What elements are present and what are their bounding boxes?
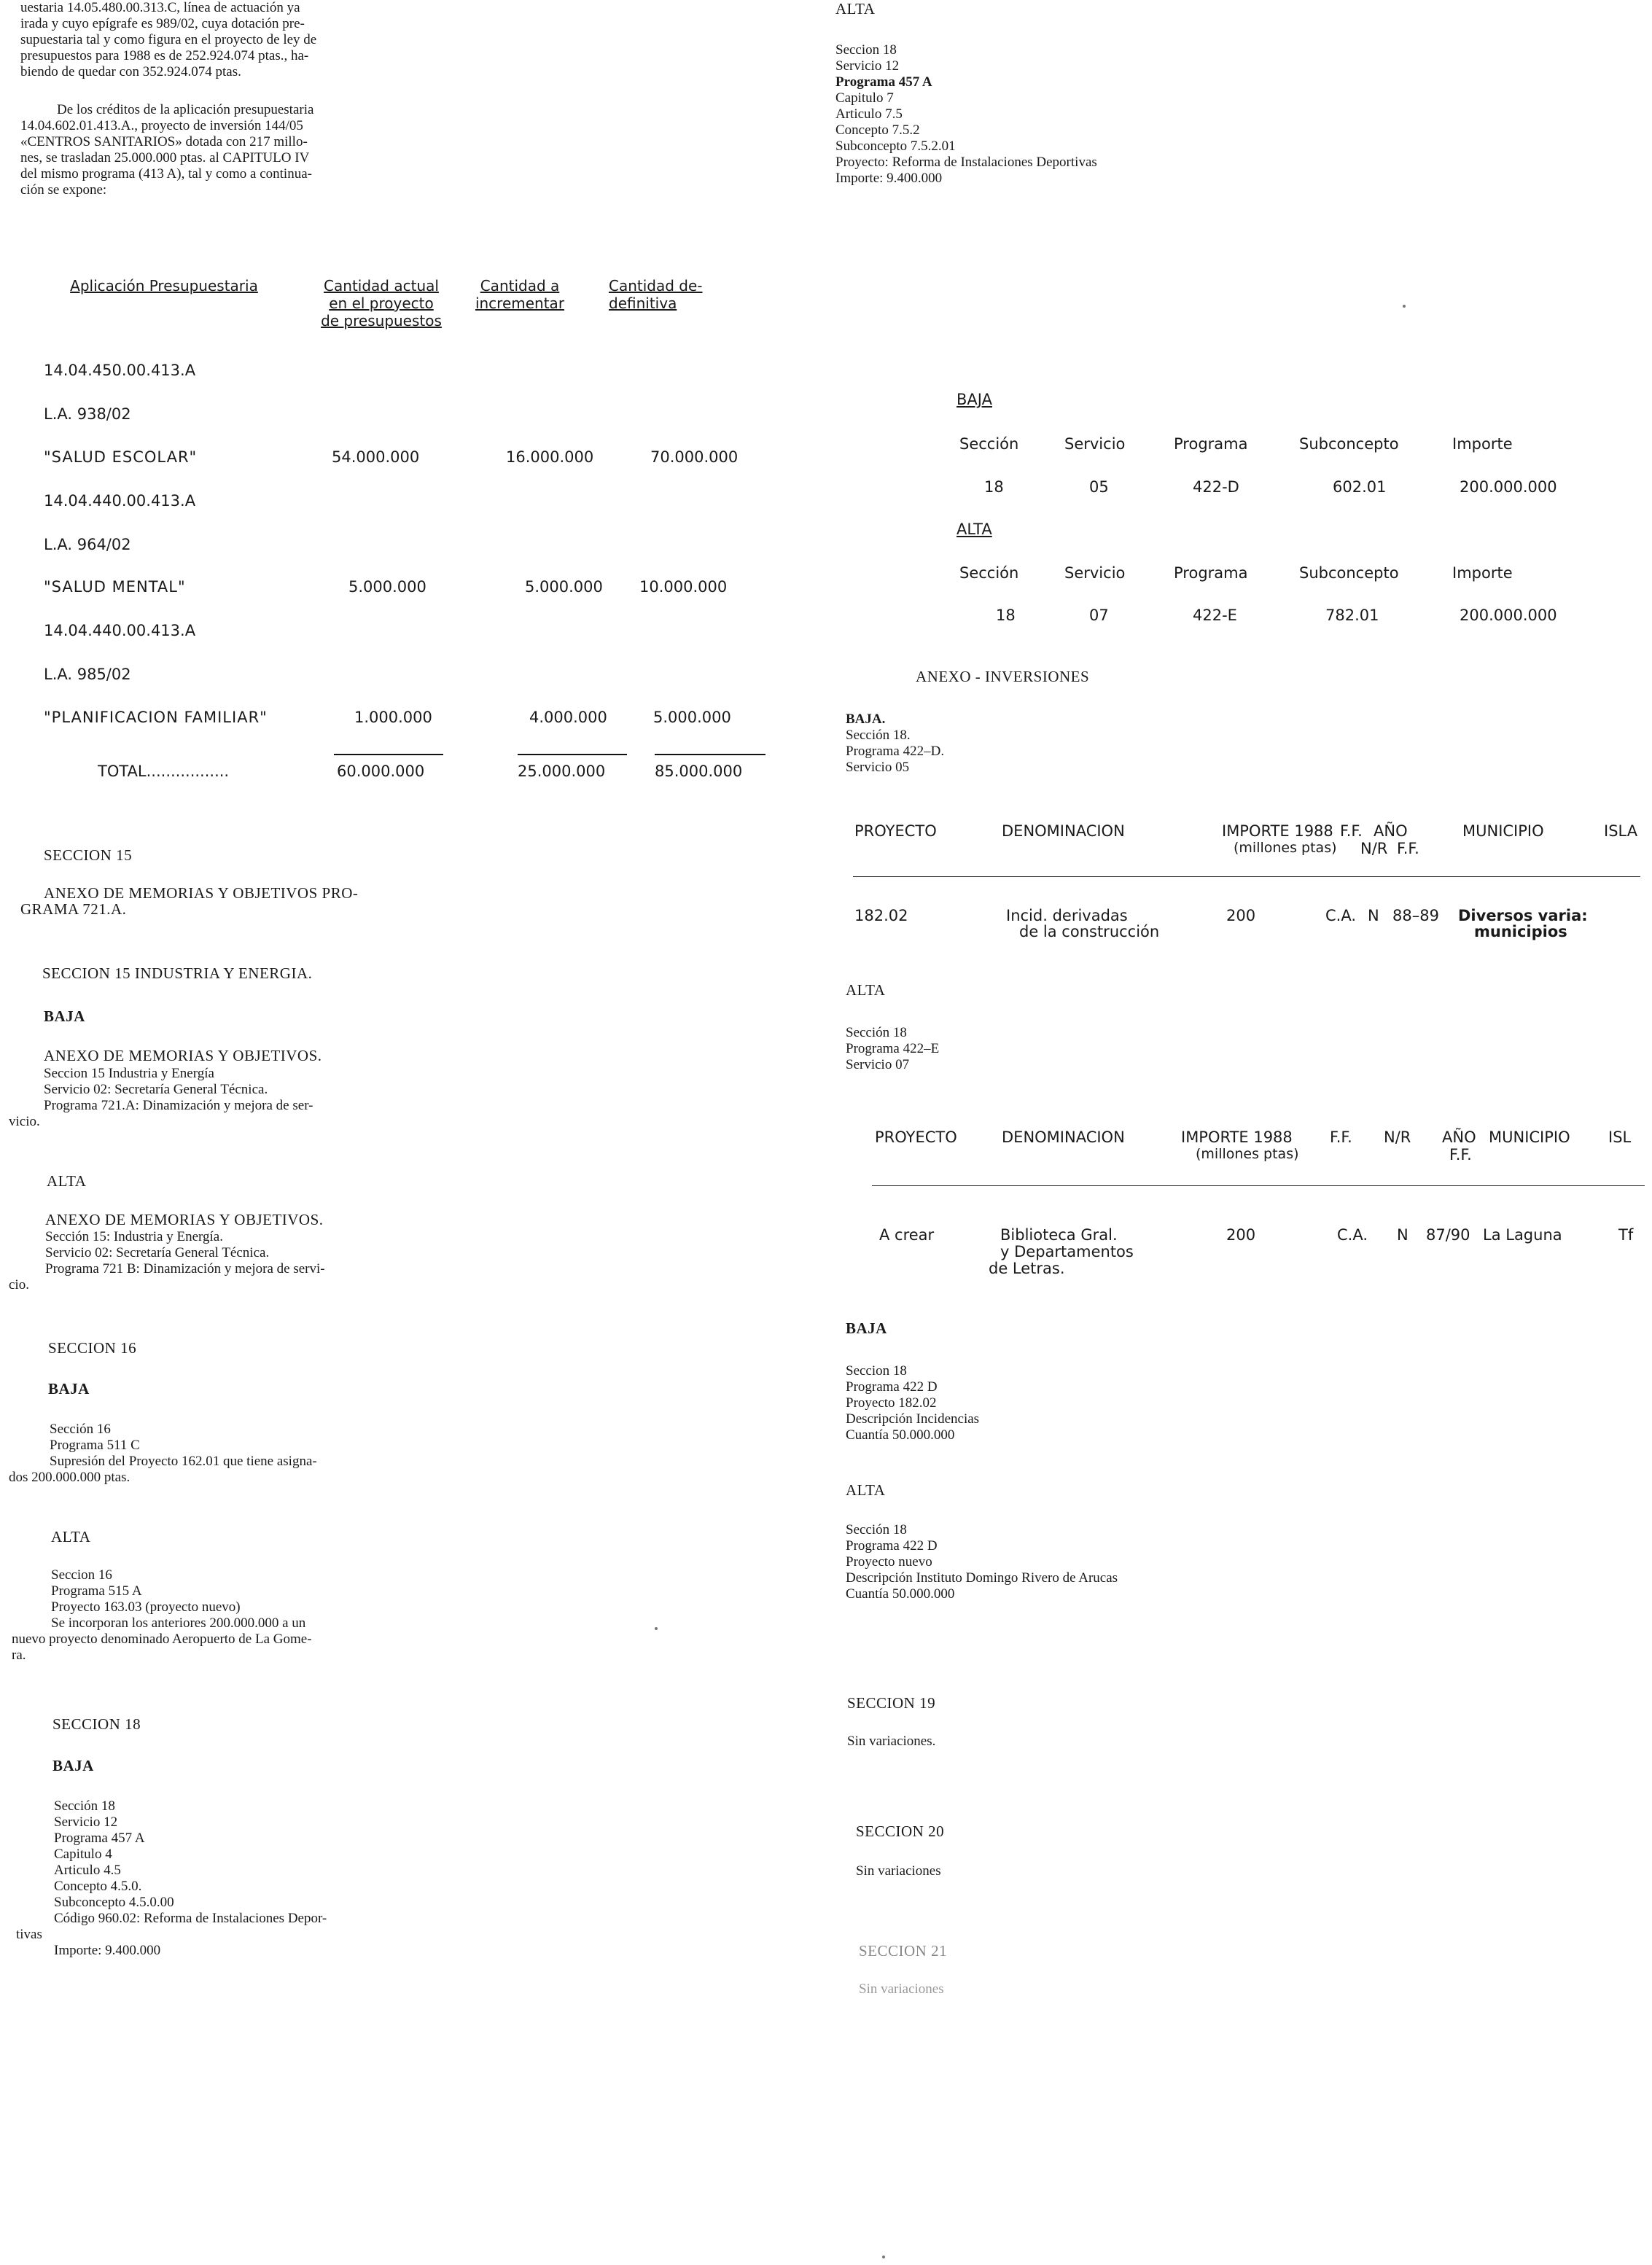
table-cell: 16.000.000 [506, 448, 594, 466]
table-cell: 5.000.000 [348, 578, 426, 596]
anexo-inversiones-title: ANEXO - INVERSIONES [916, 668, 1090, 685]
t3-header: PROYECTO [854, 822, 937, 840]
table-row-label: "PLANIFICACION FAMILIAR" [44, 709, 268, 726]
t3-header: MUNICIPIO [1462, 822, 1544, 840]
table-row-label: 14.04.440.00.413.A [44, 492, 196, 510]
table-header-aplicacion: Aplicación Presupuestaria [70, 277, 258, 295]
t2-header: Servicio [1064, 435, 1126, 453]
baja-label: BAJA [48, 1380, 90, 1397]
t2-cell: 602.01 [1333, 478, 1387, 496]
t3-cell: 200 [1226, 907, 1256, 924]
intro-paragraph-1: uestaria 14.05.480.00.313.C, línea de actuación ya irada y cuyo epígrafe es 989/02, cuya dotación pre- supuestaria tal y como figura en el proyecto de ley de presupuestos para 1988 es de 252.924.074 ptas., ha- biendo de quedar con 352.924.074 ptas. [20, 0, 317, 79]
t3-cell: 88–89 [1392, 907, 1439, 924]
t2-cell: 18 [996, 607, 1016, 624]
intro-paragraph-2: De los créditos de la aplicación presupuestaria 14.04.602.01.413.A., proyecto de inversión 144/05 «CENTROS SANITARIOS» dotada con 217 millo- nes, se trasladan 25.000.000 ptas. al CAPITULO IV del mismo programa (413 A), tal y como a continua- ción se expone: [20, 102, 314, 198]
table-rule [853, 876, 1640, 877]
t4-cell: La Laguna [1483, 1226, 1562, 1244]
t2-cell: 422-D [1193, 478, 1239, 496]
seccion-15-industria: SECCION 15 INDUSTRIA Y ENERGIA. [42, 964, 313, 982]
baja-label: BAJA [956, 391, 992, 408]
table-cell: 4.000.000 [529, 709, 607, 726]
table-cell: 70.000.000 [650, 448, 739, 466]
table-row-label: L.A. 964/02 [44, 536, 131, 553]
t3-header: F.F. [1397, 840, 1419, 857]
seccion-16-alta-lines: Seccion 16 Programa 515 A Proyecto 163.03 (proyecto nuevo) Se incorporan los anteriores 200.000.000 a un nuevo proyecto denominado Aeropuerto de La Gome- ra. [12, 1567, 312, 1663]
t4-cell: C.A. [1337, 1226, 1368, 1244]
seccion-20-text: Sin variaciones [856, 1863, 941, 1879]
t2-cell: 422-E [1193, 607, 1237, 624]
table-row-label: 14.04.440.00.413.A [44, 622, 196, 639]
t2-header: Programa [1174, 435, 1248, 453]
alta-label: ALTA [835, 0, 876, 17]
t2-cell: 05 [1089, 478, 1109, 496]
table-row-label: "SALUD MENTAL" [44, 578, 186, 596]
t4-header: F.F. [1449, 1146, 1472, 1163]
seccion-15-anexo: ANEXO DE MEMORIAS Y OBJETIVOS PRO- GRAMA 721.A. [20, 884, 359, 918]
t2-header: Subconcepto [1299, 435, 1399, 453]
seccion-21-text: Sin variaciones [859, 1981, 944, 1997]
table-rule [872, 1185, 1645, 1186]
t2-header: Programa [1174, 564, 1248, 582]
t4-cell: 200 [1226, 1226, 1256, 1244]
speck [1403, 305, 1406, 308]
table-header-cantidad-incrementar: Cantidad a incrementar [475, 277, 565, 312]
alta-label: ALTA [846, 1481, 886, 1499]
t4-cell: Tf [1618, 1226, 1634, 1244]
total-cell: 85.000.000 [655, 763, 743, 780]
t2-header: Subconcepto [1299, 564, 1399, 582]
t3-cell: Incid. derivadas [1006, 907, 1128, 924]
t4-header: N/R [1384, 1128, 1411, 1146]
alta-inversiones-lines: Sección 18 Programa 422–E Servicio 07 [846, 1025, 940, 1072]
baja-label: BAJA [846, 1319, 887, 1337]
baja-inversiones-lines: BAJA. Sección 18. Programa 422–D. Servicio 05 [846, 712, 945, 775]
total-rule [518, 754, 627, 755]
t3-header: IMPORTE 1988 [1222, 822, 1333, 840]
t3-cell: N [1368, 907, 1379, 924]
t4-cell: 87/90 [1426, 1226, 1470, 1244]
table-row-label: 14.04.450.00.413.A [44, 362, 196, 379]
table-cell: 10.000.000 [639, 578, 728, 596]
table-header-cantidad-actual: Cantidad actual en el proyecto de presupuestos [321, 277, 442, 330]
seccion-18-title: SECCION 18 [52, 1715, 141, 1733]
t3-header: N/R [1360, 840, 1388, 857]
alta-top-lines: Seccion 18 Servicio 12 Programa 457 A Capitulo 7 Articulo 7.5 Concepto 7.5.2 Subconcepto 7.5.2.01 Proyecto: Reforma de Instalaciones Deportivas Importe: 9.400.000 [835, 42, 1097, 186]
t3-header: (millones ptas) [1234, 840, 1337, 856]
seccion-16-baja-lines: Sección 16 Programa 511 C Supresión del Proyecto 162.01 que tiene asigna- dos 200.000.000 ptas. [9, 1422, 317, 1485]
total-rule [334, 754, 443, 755]
total-rule [655, 754, 765, 755]
t4-header: IMPORTE 1988 [1181, 1128, 1293, 1146]
t4-header: ISL [1608, 1128, 1632, 1146]
baja-label: BAJA [44, 1007, 85, 1025]
alta-label: ALTA [956, 521, 992, 538]
t4-cell: y Departamentos [1000, 1243, 1134, 1260]
alta-label: ALTA [47, 1172, 87, 1190]
t4-cell: Biblioteca Gral. [1000, 1226, 1118, 1244]
t2-header: Sección [959, 435, 1019, 453]
baja-anexo-lines: Seccion 15 Industria y Energía Servicio 02: Secretaría General Técnica. Programa 721.A: Dinamización y mejora de ser- vicio. [9, 1066, 313, 1129]
table-row-label: L.A. 938/02 [44, 405, 131, 423]
speck [882, 2256, 885, 2258]
t4-header: MUNICIPIO [1489, 1128, 1570, 1146]
table-row-label: L.A. 985/02 [44, 666, 131, 683]
alta-final-lines: Sección 18 Programa 422 D Proyecto nuevo Descripción Instituto Domingo Rivero de Arucas Cuantía 50.000.000 [846, 1522, 1118, 1602]
t3-cell: de la construcción [1019, 923, 1160, 940]
seccion-21-title: SECCION 21 [859, 1942, 948, 1960]
table-cell: 5.000.000 [525, 578, 603, 596]
t4-header: PROYECTO [875, 1128, 957, 1146]
t4-cell: de Letras. [989, 1260, 1065, 1277]
t2-cell: 07 [1089, 607, 1109, 624]
table-cell: 54.000.000 [332, 448, 420, 466]
total-cell: 60.000.000 [337, 763, 425, 780]
t3-header: ISLA [1604, 822, 1638, 840]
alta-label: ALTA [51, 1528, 91, 1545]
t2-header: Importe [1452, 435, 1513, 453]
alta-label: ALTA [846, 981, 886, 999]
t3-cell: 182.02 [854, 907, 908, 924]
speck [655, 1627, 658, 1630]
t2-cell: 18 [984, 478, 1004, 496]
table-cell: 5.000.000 [653, 709, 731, 726]
t2-cell: 200.000.000 [1460, 607, 1557, 624]
t2-cell: 200.000.000 [1460, 478, 1557, 496]
seccion-19-title: SECCION 19 [847, 1694, 936, 1712]
alta-anexo-title: ANEXO DE MEMORIAS Y OBJETIVOS. [45, 1211, 324, 1228]
t4-header: AÑO [1442, 1128, 1476, 1146]
table-header-cantidad-definitiva: Cantidad de- definitiva [609, 277, 703, 312]
seccion-20-title: SECCION 20 [856, 1822, 945, 1840]
t2-header: Servicio [1064, 564, 1126, 582]
t3-header: DENOMINACION [1002, 822, 1125, 840]
t3-cell: municipios [1474, 923, 1567, 940]
baja-label: BAJA [52, 1757, 94, 1774]
seccion-15-title: SECCION 15 [44, 846, 133, 864]
seccion-19-text: Sin variaciones. [847, 1734, 936, 1749]
t3-header: F.F. [1340, 822, 1363, 840]
t3-header: AÑO [1374, 822, 1408, 840]
total-label: TOTAL................. [98, 763, 230, 780]
baja-anexo-title: ANEXO DE MEMORIAS Y OBJETIVOS. [44, 1047, 322, 1064]
t2-cell: 782.01 [1325, 607, 1379, 624]
seccion-18-baja-lines: Sección 18 Servicio 12 Programa 457 A Capitulo 4 Articulo 4.5 Concepto 4.5.0. Subconcepto 4.5.0.00 Código 960.02: Reforma de Instalaciones Depor- tivas Importe: 9.400.000 [16, 1798, 327, 1958]
seccion-16-title: SECCION 16 [48, 1339, 137, 1357]
total-cell: 25.000.000 [518, 763, 606, 780]
baja-final-lines: Seccion 18 Programa 422 D Proyecto 182.02 Descripción Incidencias Cuantía 50.000.000 [846, 1363, 980, 1443]
t2-header: Sección [959, 564, 1019, 582]
alta-anexo-lines: Sección 15: Industria y Energía. Servicio 02: Secretaría General Técnica. Programa 721 B: Dinamización y mejora de servi- cio. [9, 1229, 325, 1293]
table-cell: 1.000.000 [354, 709, 432, 726]
t4-cell: A crear [879, 1226, 935, 1244]
t4-header: (millones ptas) [1196, 1146, 1299, 1162]
t4-cell: N [1397, 1226, 1409, 1244]
t4-header: DENOMINACION [1002, 1128, 1125, 1146]
t3-cell: C.A. [1325, 907, 1357, 924]
t3-cell: Diversos varia: [1458, 907, 1588, 924]
t2-header: Importe [1452, 564, 1513, 582]
table-row-label: "SALUD ESCOLAR" [44, 448, 198, 466]
t4-header: F.F. [1330, 1128, 1352, 1146]
